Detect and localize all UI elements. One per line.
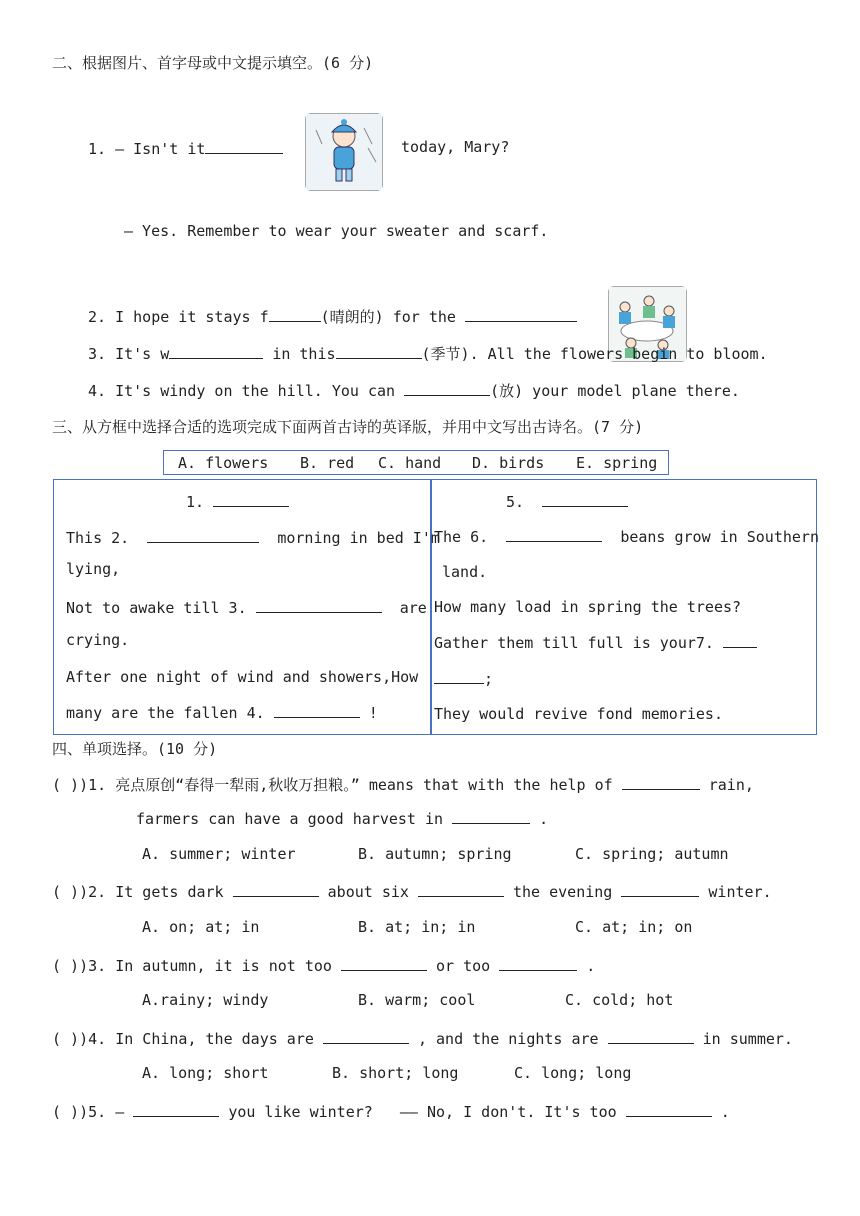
mc-q1-text-c: farmers can have a good harvest in	[136, 810, 444, 828]
option-a: A. flowers	[178, 454, 269, 472]
mc-q3-line	[52, 955, 595, 975]
poem2-line1-b: beans grow in Southern	[620, 528, 819, 546]
mc-q5-text-a: )5. —	[79, 1103, 125, 1121]
poem1-line3-b: are	[399, 599, 427, 617]
poem2-line2: land.	[442, 563, 488, 581]
mc-q3-blank-2[interactable]	[499, 955, 577, 971]
mc-q3-text-a: )3. In autumn, it is not too	[79, 957, 332, 975]
q2-2-text-b: (晴朗的) for the	[320, 308, 456, 326]
mc-q2-option-b[interactable]: B. at; in; in	[358, 918, 476, 936]
q2-2-line	[88, 306, 577, 327]
poem2-line5	[434, 668, 493, 688]
mc-q2-text-d: winter.	[708, 883, 772, 901]
poem2-line3: How many load in spring the trees?	[434, 598, 742, 616]
poem1-line2: lying,	[66, 560, 121, 578]
poem2-blank-6[interactable]	[506, 526, 602, 542]
poems-table-divider	[430, 480, 432, 734]
section2-title: 二、根据图片、首字母或中文提示填空。(6 分)	[52, 54, 374, 72]
mc-q4-text-c: in summer.	[702, 1030, 793, 1048]
q2-3-text-b: in this	[272, 345, 336, 363]
mc-q1-text-b: rain,	[708, 776, 754, 794]
poem2-line4-a: Gather them till full is your7.	[434, 634, 714, 652]
poem1-blank-4[interactable]	[274, 702, 360, 718]
q2-2-blank-2[interactable]	[465, 306, 577, 322]
poem2-line6: They would revive fond memories.	[434, 705, 723, 723]
poem1-blank-3[interactable]	[256, 597, 382, 613]
mc-q5-answer-paren[interactable]: ( )	[52, 1103, 80, 1121]
poem1-line6-a: many are the fallen 4.	[66, 704, 265, 722]
mc-q3-option-c[interactable]: C. cold; hot	[565, 991, 674, 1009]
cold-child-icon	[306, 114, 382, 190]
options-box	[163, 450, 669, 475]
poem1-line3-a: Not to awake till 3.	[66, 599, 247, 617]
mc-q3-option-b[interactable]: B. warm; cool	[358, 991, 476, 1009]
option-c: C. hand	[378, 454, 442, 472]
option-d: D. birds	[472, 454, 545, 472]
q2-2-text-a: 2. I hope it stays f	[88, 308, 269, 326]
q2-4-text-b: (放) your model plane there.	[490, 382, 740, 400]
poem1-line1	[66, 527, 440, 547]
q2-1-text-a: 1. — Isn't it	[88, 140, 206, 158]
mc-q4-blank-1[interactable]	[323, 1028, 409, 1044]
q2-1-blank[interactable]	[205, 138, 283, 154]
poems-table	[53, 479, 817, 735]
poem2-blank-7b[interactable]	[434, 668, 484, 684]
mc-q2-text-a: )2. It gets dark	[79, 883, 224, 901]
poem1-line4: crying.	[66, 631, 130, 649]
mc-q4-answer-paren[interactable]: ( )	[52, 1030, 80, 1048]
q2-1-line	[88, 138, 283, 158]
mc-q5-blank-2[interactable]	[626, 1101, 712, 1117]
cold-child-picture	[305, 113, 383, 191]
q2-4-text-a: 4. It's windy on the hill. You can	[88, 382, 396, 400]
mc-q1-blank-2[interactable]	[452, 808, 530, 824]
mc-q3-answer-paren[interactable]: ( )	[52, 957, 80, 975]
poem1-line1-a: This 2.	[66, 529, 130, 547]
mc-q4-line	[52, 1028, 793, 1048]
mc-q5-text-b: you like winter?	[228, 1103, 373, 1121]
poem2-title-line	[506, 491, 628, 511]
poem2-line4	[434, 632, 757, 652]
mc-q4-blank-2[interactable]	[608, 1028, 694, 1044]
poem2-line1	[434, 526, 819, 546]
mc-q2-blank-1[interactable]	[233, 881, 319, 897]
mc-q1-option-b[interactable]: B. autumn; spring	[358, 845, 512, 863]
mc-q2-text-c: the evening	[513, 883, 613, 901]
q2-1-text-b: today, Mary?	[401, 138, 510, 156]
mc-q1-text-d: .	[539, 810, 549, 828]
mc-q1-line	[52, 774, 754, 795]
mc-q1-option-a[interactable]: A. summer; winter	[142, 845, 296, 863]
option-e: E. spring	[576, 454, 658, 472]
poem2-blank-7a[interactable]	[723, 632, 757, 648]
mc-q2-answer-paren[interactable]: ( )	[52, 883, 80, 901]
section3-title: 三、从方框中选择合适的选项完成下面两首古诗的英译版，并用中文写出古诗名。(7 分)	[52, 418, 644, 436]
mc-q5-line	[52, 1101, 730, 1121]
mc-q2-text-b: about six	[327, 883, 409, 901]
q2-3-blank-2[interactable]	[336, 343, 422, 359]
mc-q4-option-b[interactable]: B. short; long	[332, 1064, 459, 1082]
poem1-line6	[66, 702, 378, 722]
mc-q3-text-c: .	[586, 957, 596, 975]
q2-2-blank-1[interactable]	[269, 306, 321, 322]
option-b: B. red	[300, 454, 355, 472]
q2-3-text-c: (季节). All the flowers begin to bloom.	[421, 345, 768, 363]
poem2-title-blank[interactable]	[542, 491, 628, 507]
poem1-line3	[66, 597, 427, 617]
mc-q4-option-a[interactable]: A. long; short	[142, 1064, 269, 1082]
mc-q4-text-a: )4. In China, the days are	[79, 1030, 314, 1048]
q2-3-blank-1[interactable]	[169, 343, 263, 359]
mc-q2-option-a[interactable]: A. on; at; in	[142, 918, 260, 936]
mc-q2-blank-2[interactable]	[418, 881, 504, 897]
poem1-line5: After one night of wind and showers,How	[66, 668, 419, 686]
mc-q5-text-c: —— No, I don't. It's too	[399, 1103, 617, 1121]
mc-q3-text-b: or too	[436, 957, 491, 975]
poem2-title-num: 5.	[506, 493, 525, 511]
poem1-title-blank[interactable]	[213, 491, 289, 507]
poem1-title-num: 1.	[186, 493, 205, 511]
mc-q3-option-a[interactable]: A.rainy; windy	[142, 991, 269, 1009]
mc-q4-option-c[interactable]: C. long; long	[514, 1064, 632, 1082]
mc-q3-blank-1[interactable]	[341, 955, 427, 971]
poem2-line5-text: ;	[484, 670, 494, 688]
poem1-line1-b: morning in bed I'm	[277, 529, 440, 547]
mc-q1-option-c[interactable]: C. spring; autumn	[575, 845, 729, 863]
poem1-title-line	[186, 491, 289, 511]
q2-4-line	[88, 380, 740, 401]
mc-q5-text-d: .	[720, 1103, 730, 1121]
q2-4-blank[interactable]	[404, 380, 490, 396]
mc-q1-line2	[136, 808, 548, 828]
mc-q2-blank-3[interactable]	[621, 881, 699, 897]
q2-1-reply: — Yes. Remember to wear your sweater and scarf.	[124, 222, 549, 240]
mc-q1-text-a: )1. 亮点原创“春得一犁雨,秋收万担粮。” means that with the help of	[79, 776, 613, 794]
mc-q4-text-b: , and the nights are	[417, 1030, 599, 1048]
poem2-line1-a: The 6.	[434, 528, 489, 546]
q2-3-line	[88, 343, 768, 364]
mc-q2-line	[52, 881, 772, 901]
poem1-line6-b: !	[368, 704, 378, 722]
mc-q1-answer-paren[interactable]: ( )	[52, 776, 80, 794]
mc-q1-blank-1[interactable]	[622, 774, 700, 790]
mc-q5-blank-1[interactable]	[133, 1101, 219, 1117]
section4-title: 四、单项选择。(10 分)	[52, 740, 218, 758]
mc-q2-option-c[interactable]: C. at; in; on	[575, 918, 693, 936]
poem1-blank-2[interactable]	[147, 527, 259, 543]
q2-3-text-a: 3. It's w	[88, 345, 170, 363]
